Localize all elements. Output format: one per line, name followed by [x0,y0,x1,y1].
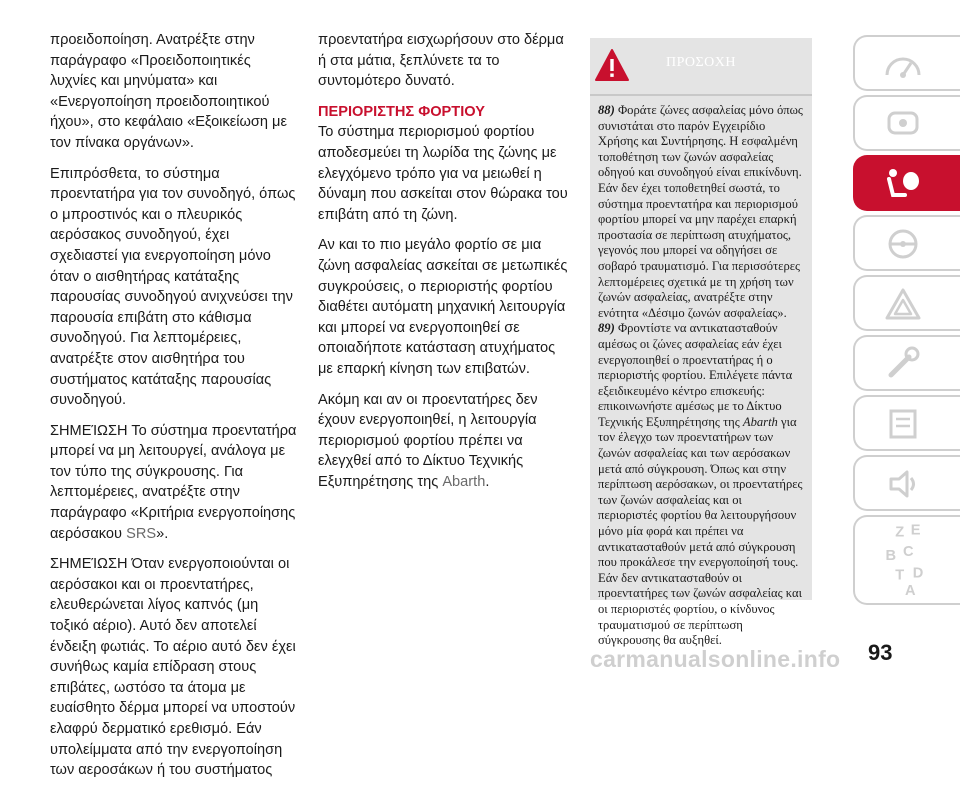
note-end: ». [156,525,169,542]
index-letter: Z [895,524,905,541]
note-paragraph [50,421,300,545]
specifications-icon [881,405,925,443]
paragraph: προειδοποίηση. Ανατρέξτε στην παράγραφο «Προειδοποιητικές λυχνίες και μηνύματα» και «Ενεργοποίηση προειδοποιητικού ήχου», στο κεφάλαιο «Εξοικείωση με τον πίνακα οργάνων». [50,32,287,151]
index-letter: T [895,567,905,584]
brand-name: Abarth [442,473,486,490]
note-number: 89) [598,321,615,336]
paragraph-end: . [485,473,490,490]
wrench-icon [881,345,925,383]
watermark: carmanualsonline.info [590,646,841,672]
index-letter: B [885,548,897,565]
chapter-tab-emergency[interactable] [853,275,960,331]
chapter-tab-specifications[interactable] [853,395,960,451]
index-letter: C [903,544,914,561]
warning-title: ΠΡΟΣΟΧΗ [666,55,736,70]
warning-text: Φροντίστε να αντικατασταθούν αμέσως οι ζώνες ασφαλείας εάν έχει ενεργοποιηθεί ο προεντατήρας ή ο περιοριστής φορτίου. Επιλέγετε πάντα εξειδικευμένο κέντρο επισκευής: επικοινωνήστε αμέσως με το Δίκτυο Τεχνικής Εξυπηρέτησης της [598,321,793,429]
paragraph: Αν και το πιο μεγάλο φορτίο σε μια ζώνη ασφαλείας ασκείται σε μετωπικές συγκρούσεις, ο περιοριστής φορτίου διαθέτει αυτόματη μηχανική λειτουργία και μπορεί να ενεργοποιηθεί σε οποιαδήποτε κατάσταση ατυχήματος με επαρκή κίνηση των επιβατών. [318,237,568,377]
section-heading: ΠΕΡΙΟΡΙΣΤΗΣ ΦΟΡΤΙΟΥ [318,103,485,120]
airbag-seat-icon [881,165,925,203]
paragraph-text: Ακόμη και αν οι προεντατήρες δεν έχουν ενεργοποιηθεί, η λειτουργία περιορισμού φορτίου πρέπει να ελεγχθεί από το Δίκτυο Τεχνικής Εξυπηρέτησης της [318,391,538,490]
note-paragraph: ΣΗΜΕΊΩΣΗ Όταν ενεργοποιούνται οι αερόσακοι και οι προεντατήρες, ελευθερώνεται λίγος καπνός (μη τοξικό αέριο). Αυτό δεν αποτελεί ένδειξη φωτιάς. Το αέριο αυτό δεν έχει συνήθως καμία επίδραση στους επιβάτες, ωστόσο τα άτομα με ευαίσθητο δέρμα μπορεί να υποστούν ελαφρύ δερματικό ερεθισμό. Εάν υπολείμματα από την ενεργοποίηση των αεροσάκων ή του συστήματος [50,556,296,779]
note-text: ΣΗΜΕΊΩΣΗ Το σύστημα προεντατήρα μπορεί να μη λειτουργεί, ανάλογα με τον τύπο της σύγκρουσης. Για λεπτομέρειες, ανατρέξτε στην παράγραφο «Κριτήρια ενεργοποίησης αερόσακου [50,422,297,542]
warning-header [590,38,812,96]
page-number: 93 [868,640,893,665]
note-number: 88) [598,103,615,117]
index-letter: E [910,523,921,539]
index-letters-icon [881,523,925,599]
chapter-tab-multimedia[interactable] [853,455,960,511]
warning-body [590,96,812,649]
car-key-icon [881,105,925,143]
paragraph: Επιπρόσθετα, το σύστημα προεντατήρα για τον συνοδηγό, όπως ο μπροστινός και ο πλευρικός αερόσακος συνοδηγού, έχει σχεδιαστεί για ενεργοποίηση μόνο όταν ο αισθητήρας κατάταξης παρουσίας συνοδηγού ανιχνεύσει την παρουσία επιβάτη στο κάθισμα συνοδηγού. Για λεπτομέρειες, ανατρέξτε στον αισθητήρα του συστήματος κατάταξης παρουσίας συνοδηγού. [50,165,296,409]
paragraph: προεντατήρα εισχωρήσουν στο δέρμα ή στα μάτια, ξεπλύνετε τα το συντομότερο δυνατό. [318,32,564,90]
brand-name: Abarth [742,414,778,429]
warning-box [590,38,812,648]
chapter-tabs [853,35,960,609]
paragraph [318,390,568,493]
paragraph: Το σύστημα περιορισμού φορτίου αποδεσμεύει τη λωρίδα της ζώνης με ελεγχόμενο τρόπο για να μειωθεί η δύναμη που ασκείται στον θώρακα του επιβάτη από τη ζώνη. [318,124,568,223]
chapter-tab-index[interactable] [853,515,960,605]
warning-light-icon [881,285,925,323]
chapter-tab-safety[interactable] [853,155,960,211]
chapter-tab-starting[interactable] [853,215,960,271]
index-letter: A [904,583,916,599]
chapter-tab-maintenance[interactable] [853,335,960,391]
steering-wheel-icon [881,225,925,263]
dashboard-icon [881,45,925,83]
warning-text: Φοράτε ζώνες ασφαλείας μόνο όπως συνιστάται στο παρόν Εγχειρίδιο Χρήσης και Συντήρησης. Η εσφαλμένη τοποθέτηση των ζωνών ασφαλείας οδηγού και συνοδηγού είναι επικίνδυνη. Εάν δεν έχει τοποθετηθεί σωστά, το σύστημα προεντατήρα και περιορισμού φορτίου μπορεί να μην παρέχει επαρκή προστασία σε περίπτωση ατυχήματος, γεγονός που μπορεί να οδηγήσει σε σοβαρό τραυματισμό. Για περισσότερες λεπτομέρειες σχετικά με τη χρήση των ζωνών ασφαλείας, ανατρέξτε στην ενότητα «Δέσιμο ζωνών ασφαλείας». [598,103,803,320]
chapter-tab-controls[interactable] [853,95,960,151]
warning-item-89 [598,321,804,648]
warning-text: για τον έλεγχο των προεντατήρων των ζωνών ασφαλείας και των αερόσακων μετά από σύγκρουση. Όπως και στην περίπτωση αερόσακων, οι προεντατήρες των ζωνών ασφαλείας και οι περιοριστές φορτίου θα λειτουργήσουν μόνο μία φορά και πρέπει να αντικατασταθούν μετά από σύγκρουση που προκάλεσε την ενεργοποίησή τους. Εάν δεν αντικατασταθούν οι προεντατήρες των ζωνών ασφαλείας και οι περιοριστές φορτίου, ο κίνδυνος τραυματισμού σε περίπτωση σύγκρουσης θα αυξηθεί. [598,414,803,648]
srs-term: SRS [126,525,157,542]
warning-item-88 [598,103,804,321]
chapter-tab-instruments[interactable] [853,35,960,91]
speaker-icon [881,465,925,503]
text-column-middle [318,30,568,502]
index-letter: D [912,565,924,582]
text-column-left [50,30,300,791]
